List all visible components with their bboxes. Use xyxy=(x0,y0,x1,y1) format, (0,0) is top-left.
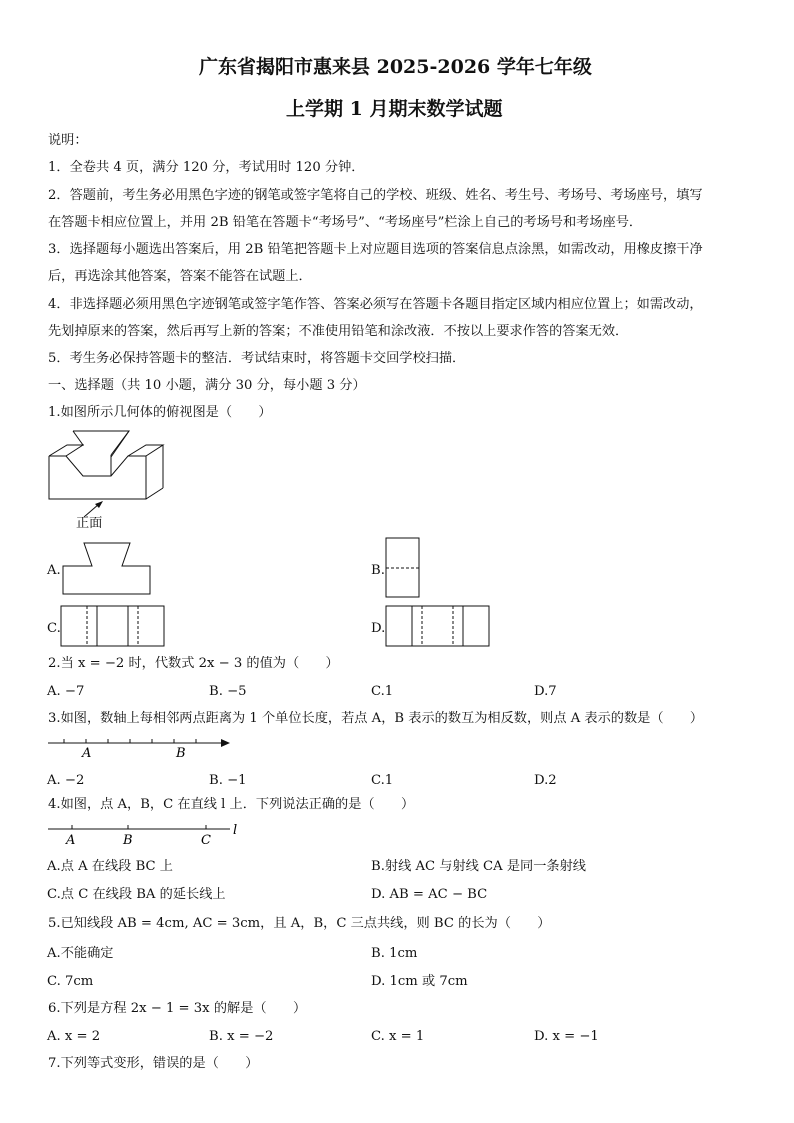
q4-point-a-label: A xyxy=(66,833,76,848)
q4-line-l-label: l xyxy=(233,823,238,838)
q3-option-b[interactable]: B. −1 xyxy=(209,773,247,788)
q3-option-c[interactable]: C.1 xyxy=(371,773,394,788)
instruction-item-2b: 在答题卡相应位置上，并用 2B 铅笔在答题卡“考场号”、“考场座号”栏涂上自己的考场号和考场座号． xyxy=(48,215,643,230)
question-7-stem: 7.下列等式变形，错误的是（ ） xyxy=(48,1056,259,1071)
q3-number-line xyxy=(46,734,236,764)
page-title-line2: 上学期 1 月期末数学试题 xyxy=(286,98,503,120)
instruction-item-4b: 先划掉原来的答案，然后再写上新的答案；不准使用铅笔和涂改液．不按以上要求作答的答案无效． xyxy=(48,324,629,339)
instruction-item-5: 5．考生务必保持答题卡的整洁．考试结束时，将答题卡交回学校扫描． xyxy=(48,351,466,366)
q6-option-d[interactable]: D. x = −1 xyxy=(534,1029,599,1044)
instruction-item-2a: 2．答题前，考生务必用黑色字迹的钢笔或签字笔将自己的学校、班级、姓名、考生号、考场号、考场座号，填写 xyxy=(48,188,703,203)
q6-option-c[interactable]: C. x = 1 xyxy=(371,1029,425,1044)
q5-option-a[interactable]: A.不能确定 xyxy=(47,946,114,961)
q5-option-d[interactable]: D. 1cm 或 7cm xyxy=(371,974,468,989)
question-4-stem: 4.如图，点 A，B，C 在直线 l 上．下列说法正确的是（ ） xyxy=(48,797,415,812)
section-heading-multiple-choice: 一、选择题（共 10 小题，满分 30 分，每小题 3 分） xyxy=(48,378,366,393)
q1-solid-figure xyxy=(46,428,166,538)
q1-option-d-figure[interactable] xyxy=(385,605,491,649)
question-3-stem: 3.如图，数轴上每相邻两点距离为 1 个单位长度，若点 A，B 表示的数互为相反数，则点 A 表示的数是（ ） xyxy=(48,711,704,726)
q1-option-b-label[interactable]: B. xyxy=(371,563,385,578)
q3-option-a[interactable]: A. −2 xyxy=(47,773,85,788)
q1-option-a-label[interactable]: A. xyxy=(47,563,61,578)
instruction-item-3a: 3．选择题每小题选出答案后，用 2B 铅笔把答题卡上对应题目选项的答案信息点涂黑，如需改动，用橡皮擦干净 xyxy=(48,242,703,257)
q4-line-figure xyxy=(46,822,246,848)
q4-point-b-label: B xyxy=(123,833,133,848)
page-title-line1: 广东省揭阳市惠来县 2025-2026 学年七年级 xyxy=(199,56,592,78)
instruction-item-3b: 后，再选涂其他答案，答案不能答在试题上． xyxy=(48,269,312,284)
instruction-item-4a: 4．非选择题必须用黑色字迹钢笔或签字笔作答、答案必须写在答题卡各题目指定区域内相应位置上；如需改动， xyxy=(48,297,703,312)
q1-option-c-figure[interactable] xyxy=(60,605,166,649)
q1-option-a-figure[interactable] xyxy=(62,542,152,598)
q3-option-d[interactable]: D.2 xyxy=(534,773,557,788)
q1-option-c-label[interactable]: C. xyxy=(47,621,61,636)
q6-option-b[interactable]: B. x = −2 xyxy=(209,1029,274,1044)
q5-option-c[interactable]: C. 7cm xyxy=(47,974,94,989)
q1-front-label: 正面 xyxy=(76,516,103,531)
q4-option-a[interactable]: A.点 A 在线段 BC 上 xyxy=(47,859,173,874)
q3-point-a-label: A xyxy=(82,746,92,761)
q2-option-c[interactable]: C.1 xyxy=(371,684,394,699)
question-6-stem: 6.下列是方程 2x − 1 = 3x 的解是（ ） xyxy=(48,1001,307,1016)
question-2-stem: 2.当 x = −2 时，代数式 2x − 3 的值为（ ） xyxy=(48,656,339,671)
q5-option-b[interactable]: B. 1cm xyxy=(371,946,418,961)
q2-option-d[interactable]: D.7 xyxy=(534,684,557,699)
q1-option-d-label[interactable]: D. xyxy=(371,621,386,636)
question-5-stem: 5.已知线段 AB = 4cm, AC = 3cm，且 A，B，C 三点共线，则 BC 的长为（ ） xyxy=(48,916,551,931)
q4-option-b[interactable]: B.射线 AC 与射线 CA 是同一条射线 xyxy=(371,859,586,874)
q4-option-c[interactable]: C.点 C 在线段 BA 的延长线上 xyxy=(47,887,226,902)
q3-point-b-label: B xyxy=(176,746,186,761)
q4-point-c-label: C xyxy=(201,833,211,848)
instruction-item-1: 1．全卷共 4 页，满分 120 分，考试用时 120 分钟． xyxy=(48,160,365,175)
q1-option-b-figure[interactable] xyxy=(385,537,421,599)
q6-option-a[interactable]: A. x = 2 xyxy=(47,1029,101,1044)
question-1-stem: 1.如图所示几何体的俯视图是（ ） xyxy=(48,405,272,420)
instructions-heading: 说明： xyxy=(48,133,88,148)
q2-option-a[interactable]: A. −7 xyxy=(47,684,85,699)
q4-option-d[interactable]: D. AB = AC − BC xyxy=(371,887,488,902)
q2-option-b[interactable]: B. −5 xyxy=(209,684,247,699)
